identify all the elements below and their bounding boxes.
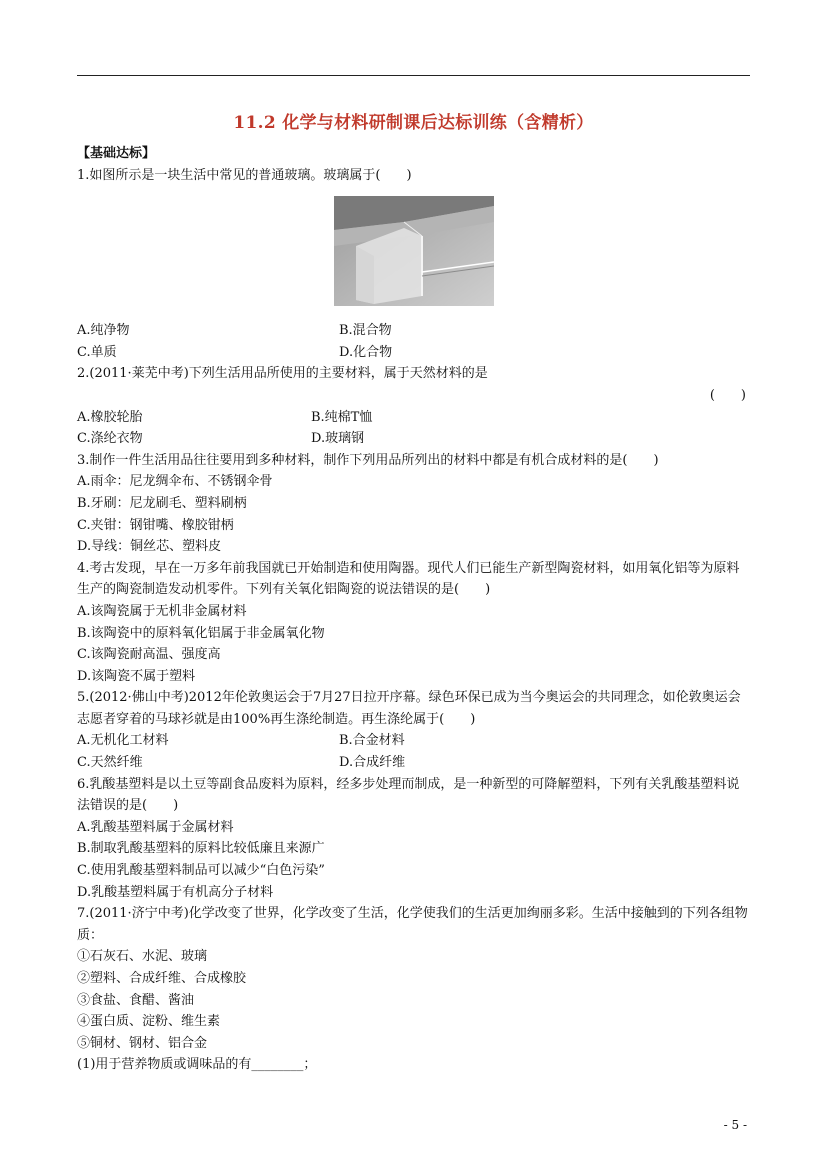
q7-item-4: ④蛋白质、淀粉、维生素 xyxy=(77,1014,221,1030)
q1-options-row-1 xyxy=(77,320,750,342)
q7-item-1: ①石灰石、水泥、玻璃 xyxy=(77,949,208,965)
q7-item-2: ②塑料、合成纤维、合成橡胶 xyxy=(77,971,247,986)
glass-figure xyxy=(77,190,750,320)
q4-option-b: B.该陶瓷中的原料氧化铝属于非金属氧化物 xyxy=(77,625,325,641)
q7-item-5: ⑤铜材、钢材、铝合金 xyxy=(77,1035,208,1051)
q7-item-3: ③食盐、食醋、酱油 xyxy=(77,992,195,1008)
q3-option-b: B.牙刷：尼龙刷毛、塑料刷柄 xyxy=(77,495,247,511)
q6-option-b: B.制取乳酸基塑料的原料比较低廉且来源广 xyxy=(77,841,325,857)
q4-option-d: D.该陶瓷不属于塑料 xyxy=(77,668,196,684)
document-body xyxy=(77,143,750,1076)
question-2-stem: 2.(2011·莱芜中考)下列生活用品所使用的主要材料，属于天然材料的是 xyxy=(77,366,488,382)
q2-options-row-2 xyxy=(77,428,750,450)
header-rule xyxy=(77,75,750,76)
q6-option-c: C.使用乳酸基塑料制品可以减少“白色污染” xyxy=(77,863,325,879)
q4-option-c: C.该陶瓷耐高温、强度高 xyxy=(77,647,221,663)
q5-option-c: C.天然纤维 xyxy=(77,755,143,771)
q2-option-a: A.橡胶轮胎 xyxy=(77,409,143,425)
q7-subquestion-1: (1)用于营养物质或调味品的有________； xyxy=(77,1057,317,1073)
page-title: 11.2 化学与材料研制课后达标训练（含精析） xyxy=(233,113,594,133)
q3-option-d: D.导线：铜丝芯、塑料皮 xyxy=(77,539,222,555)
q1-option-a: A.纯净物 xyxy=(77,323,130,339)
q6-option-d: D.乳酸基塑料属于有机高分子材料 xyxy=(77,884,274,900)
page-number: - 5 - xyxy=(723,1118,747,1132)
q5-option-b: B.合金材料 xyxy=(339,733,405,749)
q2-option-c: C.涤纶衣物 xyxy=(77,431,143,447)
q2-option-b: B.纯棉T恤 xyxy=(311,409,373,425)
q1-option-d: D.化合物 xyxy=(339,344,393,360)
q1-options-row-2 xyxy=(77,342,750,364)
question-4-stem: 4.考古发现，早在一万多年前我国就已开始制造和使用陶器。现代人们已能生产新型陶瓷材料，如用氧化铝等为原料生产的陶瓷制造发动机零件。下列有关氧化铝陶瓷的说法错误的是( ) xyxy=(77,560,740,598)
glass-photo xyxy=(334,196,494,306)
q4-option-a: A.该陶瓷属于无机非金属材料 xyxy=(77,603,247,619)
question-3-stem: 3.制作一件生活用品往往要用到多种材料，制作下列用品所列出的材料中都是有机合成材料的是( ) xyxy=(77,452,659,468)
q2-option-d: D.玻璃钢 xyxy=(311,431,365,447)
question-5-stem: 5.(2012·佛山中考)2012年伦敦奥运会于7月27日拉开序幕。绿色环保已成为当今奥运会的共同理念，如伦敦奥运会志愿者穿着的马球衫就是由100%再生涤纶制造。再生涤纶属于( ) xyxy=(77,690,741,727)
question-1-stem: 1.如图所示是一块生活中常见的普通玻璃。玻璃属于( ) xyxy=(77,167,412,183)
question-2-paren: ( ) xyxy=(709,387,746,403)
q5-options-row-1 xyxy=(77,730,750,752)
q1-option-c: C.单质 xyxy=(77,344,117,360)
q5-option-a: A.无机化工材料 xyxy=(77,733,169,749)
q2-options-row-1 xyxy=(77,407,750,429)
question-6-stem: 6.乳酸基塑料是以土豆等副食品废料为原料，经多步处理而制成，是一种新型的可降解塑料，下列有关乳酸基塑料说法错误的是( ) xyxy=(77,776,740,814)
section-heading: 【基础达标】 xyxy=(77,146,156,161)
question-7-stem: 7.(2011·济宁中考)化学改变了世界，化学改变了生活，化学使我们的生活更加绚丽多彩。生活中接触到的下列各组物质： xyxy=(77,906,748,943)
q5-options-row-2 xyxy=(77,752,750,774)
q6-option-a: A.乳酸基塑料属于金属材料 xyxy=(77,819,234,835)
q5-option-d: D.合成纤维 xyxy=(339,755,406,771)
q3-option-a: A.雨伞：尼龙绸伞布、不锈钢伞骨 xyxy=(77,474,273,490)
q3-option-c: C.夹钳：钢钳嘴、橡胶钳柄 xyxy=(77,517,234,533)
q1-option-b: B.混合物 xyxy=(339,323,392,339)
